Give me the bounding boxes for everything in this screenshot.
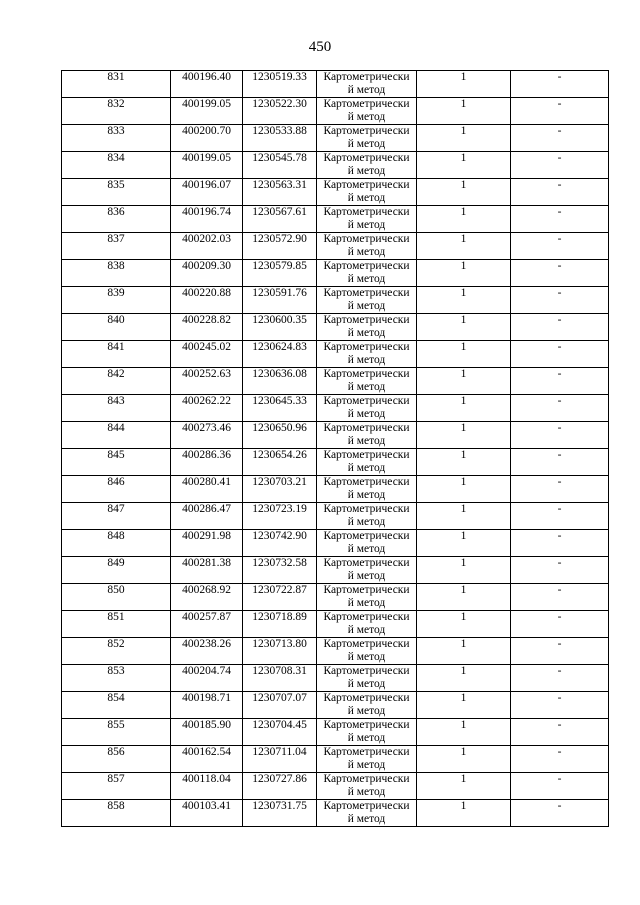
note-cell: - — [511, 719, 609, 746]
method-cell — [317, 665, 417, 692]
note-cell: - — [511, 476, 609, 503]
method-line-2: й метод — [347, 165, 386, 177]
table-row — [62, 233, 609, 260]
method-line-2: й метод — [347, 435, 386, 447]
point-number-cell: 837 — [62, 233, 171, 260]
point-number-cell: 856 — [62, 746, 171, 773]
accuracy-cell: 1 — [417, 71, 511, 98]
x-coordinate-cell: 400286.47 — [171, 503, 243, 530]
accuracy-cell: 1 — [417, 665, 511, 692]
y-coordinate-cell: 1230707.07 — [243, 692, 317, 719]
y-coordinate-cell: 1230718.89 — [243, 611, 317, 638]
method-line-2: й метод — [347, 651, 386, 663]
method-cell — [317, 557, 417, 584]
x-coordinate-cell: 400268.92 — [171, 584, 243, 611]
point-number-cell: 855 — [62, 719, 171, 746]
method-line-1: Картометрически — [323, 584, 410, 596]
method-line-1: Картометрически — [323, 503, 410, 515]
table-row — [62, 503, 609, 530]
method-line-1: Картометрически — [323, 395, 410, 407]
note-cell: - — [511, 584, 609, 611]
x-coordinate-cell: 400198.71 — [171, 692, 243, 719]
method-line-2: й метод — [347, 273, 386, 285]
point-number-cell: 850 — [62, 584, 171, 611]
table-row — [62, 260, 609, 287]
method-cell — [317, 287, 417, 314]
method-line-2: й метод — [347, 489, 386, 501]
point-number-cell: 858 — [62, 800, 171, 827]
method-line-1: Картометрически — [323, 179, 410, 191]
method-line-2: й метод — [347, 84, 386, 96]
x-coordinate-cell: 400209.30 — [171, 260, 243, 287]
method-line-2: й метод — [347, 624, 386, 636]
table-row — [62, 341, 609, 368]
y-coordinate-cell: 1230711.04 — [243, 746, 317, 773]
method-cell — [317, 422, 417, 449]
point-number-cell: 834 — [62, 152, 171, 179]
method-line-1: Картометрически — [323, 449, 410, 461]
method-line-2: й метод — [347, 408, 386, 420]
table-row — [62, 773, 609, 800]
method-cell — [317, 530, 417, 557]
y-coordinate-cell: 1230600.35 — [243, 314, 317, 341]
point-number-cell: 848 — [62, 530, 171, 557]
table-row — [62, 422, 609, 449]
point-number-cell: 838 — [62, 260, 171, 287]
method-cell — [317, 476, 417, 503]
x-coordinate-cell: 400252.63 — [171, 368, 243, 395]
table-row — [62, 206, 609, 233]
table-row — [62, 719, 609, 746]
y-coordinate-cell: 1230545.78 — [243, 152, 317, 179]
table-row — [62, 98, 609, 125]
accuracy-cell: 1 — [417, 368, 511, 395]
method-cell — [317, 260, 417, 287]
x-coordinate-cell: 400286.36 — [171, 449, 243, 476]
method-line-2: й метод — [347, 327, 386, 339]
method-line-2: й метод — [347, 516, 386, 528]
method-line-2: й метод — [347, 786, 386, 798]
x-coordinate-cell: 400228.82 — [171, 314, 243, 341]
method-cell — [317, 98, 417, 125]
page-number: 450 — [308, 39, 332, 55]
table-row — [62, 71, 609, 98]
coordinates-table — [61, 70, 609, 827]
method-line-1: Картометрически — [323, 557, 410, 569]
point-number-cell: 842 — [62, 368, 171, 395]
point-number-cell: 846 — [62, 476, 171, 503]
accuracy-cell: 1 — [417, 125, 511, 152]
y-coordinate-cell: 1230519.33 — [243, 71, 317, 98]
method-line-1: Картометрически — [323, 152, 410, 164]
method-cell — [317, 125, 417, 152]
point-number-cell: 843 — [62, 395, 171, 422]
note-cell: - — [511, 152, 609, 179]
note-cell: - — [511, 314, 609, 341]
accuracy-cell: 1 — [417, 314, 511, 341]
point-number-cell: 853 — [62, 665, 171, 692]
method-line-1: Картометрически — [323, 341, 410, 353]
y-coordinate-cell: 1230713.80 — [243, 638, 317, 665]
table-row — [62, 746, 609, 773]
table-row — [62, 530, 609, 557]
method-line-2: й метод — [347, 192, 386, 204]
point-number-cell: 831 — [62, 71, 171, 98]
note-cell: - — [511, 98, 609, 125]
x-coordinate-cell: 400162.54 — [171, 746, 243, 773]
accuracy-cell: 1 — [417, 584, 511, 611]
method-line-2: й метод — [347, 219, 386, 231]
x-coordinate-cell: 400199.05 — [171, 152, 243, 179]
method-line-1: Картометрически — [323, 530, 410, 542]
accuracy-cell: 1 — [417, 152, 511, 179]
x-coordinate-cell: 400196.74 — [171, 206, 243, 233]
method-line-2: й метод — [347, 462, 386, 474]
note-cell: - — [511, 692, 609, 719]
accuracy-cell: 1 — [417, 746, 511, 773]
y-coordinate-cell: 1230731.75 — [243, 800, 317, 827]
y-coordinate-cell: 1230572.90 — [243, 233, 317, 260]
method-cell — [317, 773, 417, 800]
accuracy-cell: 1 — [417, 395, 511, 422]
method-cell — [317, 71, 417, 98]
point-number-cell: 840 — [62, 314, 171, 341]
x-coordinate-cell: 400291.98 — [171, 530, 243, 557]
x-coordinate-cell: 400280.41 — [171, 476, 243, 503]
note-cell: - — [511, 611, 609, 638]
table-row — [62, 692, 609, 719]
y-coordinate-cell: 1230533.88 — [243, 125, 317, 152]
y-coordinate-cell: 1230624.83 — [243, 341, 317, 368]
method-line-2: й метод — [347, 354, 386, 366]
y-coordinate-cell: 1230723.19 — [243, 503, 317, 530]
method-line-2: й метод — [347, 597, 386, 609]
method-line-1: Картометрически — [323, 611, 410, 623]
x-coordinate-cell: 400185.90 — [171, 719, 243, 746]
y-coordinate-cell: 1230636.08 — [243, 368, 317, 395]
y-coordinate-cell: 1230703.21 — [243, 476, 317, 503]
method-cell — [317, 314, 417, 341]
method-cell — [317, 179, 417, 206]
y-coordinate-cell: 1230563.31 — [243, 179, 317, 206]
method-line-2: й метод — [347, 300, 386, 312]
table-row — [62, 395, 609, 422]
note-cell: - — [511, 800, 609, 827]
point-number-cell: 841 — [62, 341, 171, 368]
accuracy-cell: 1 — [417, 179, 511, 206]
method-line-2: й метод — [347, 570, 386, 582]
method-line-1: Картометрически — [323, 260, 410, 272]
method-cell — [317, 746, 417, 773]
note-cell: - — [511, 638, 609, 665]
x-coordinate-cell: 400200.70 — [171, 125, 243, 152]
method-line-1: Картометрически — [323, 368, 410, 380]
method-line-2: й метод — [347, 543, 386, 555]
method-line-2: й метод — [347, 111, 386, 123]
method-line-1: Картометрически — [323, 206, 410, 218]
accuracy-cell: 1 — [417, 98, 511, 125]
x-coordinate-cell: 400202.03 — [171, 233, 243, 260]
accuracy-cell: 1 — [417, 800, 511, 827]
accuracy-cell: 1 — [417, 530, 511, 557]
table-row — [62, 152, 609, 179]
method-line-1: Картометрически — [323, 422, 410, 434]
x-coordinate-cell: 400103.41 — [171, 800, 243, 827]
note-cell: - — [511, 773, 609, 800]
accuracy-cell: 1 — [417, 611, 511, 638]
point-number-cell: 854 — [62, 692, 171, 719]
accuracy-cell: 1 — [417, 341, 511, 368]
x-coordinate-cell: 400257.87 — [171, 611, 243, 638]
table-row — [62, 638, 609, 665]
x-coordinate-cell: 400220.88 — [171, 287, 243, 314]
method-cell — [317, 719, 417, 746]
table-row — [62, 800, 609, 827]
method-cell — [317, 152, 417, 179]
point-number-cell: 857 — [62, 773, 171, 800]
method-line-1: Картометрически — [323, 98, 410, 110]
table-row — [62, 449, 609, 476]
x-coordinate-cell: 400118.04 — [171, 773, 243, 800]
table-row — [62, 557, 609, 584]
method-cell — [317, 233, 417, 260]
point-number-cell: 836 — [62, 206, 171, 233]
method-cell — [317, 800, 417, 827]
table-row — [62, 125, 609, 152]
table-row — [62, 611, 609, 638]
y-coordinate-cell: 1230645.33 — [243, 395, 317, 422]
method-line-1: Картометрически — [323, 125, 410, 137]
note-cell: - — [511, 746, 609, 773]
table-row — [62, 368, 609, 395]
point-number-cell: 833 — [62, 125, 171, 152]
y-coordinate-cell: 1230654.26 — [243, 449, 317, 476]
method-line-2: й метод — [347, 732, 386, 744]
note-cell: - — [511, 395, 609, 422]
method-line-1: Картометрически — [323, 233, 410, 245]
method-line-2: й метод — [347, 759, 386, 771]
accuracy-cell: 1 — [417, 449, 511, 476]
accuracy-cell: 1 — [417, 557, 511, 584]
x-coordinate-cell: 400204.74 — [171, 665, 243, 692]
method-line-1: Картометрически — [323, 773, 410, 785]
table-row — [62, 314, 609, 341]
method-line-1: Картометрически — [323, 692, 410, 704]
method-line-2: й метод — [347, 813, 386, 825]
x-coordinate-cell: 400196.40 — [171, 71, 243, 98]
point-number-cell: 851 — [62, 611, 171, 638]
y-coordinate-cell: 1230567.61 — [243, 206, 317, 233]
x-coordinate-cell: 400273.46 — [171, 422, 243, 449]
accuracy-cell: 1 — [417, 260, 511, 287]
note-cell: - — [511, 179, 609, 206]
x-coordinate-cell: 400281.38 — [171, 557, 243, 584]
point-number-cell: 845 — [62, 449, 171, 476]
note-cell: - — [511, 71, 609, 98]
accuracy-cell: 1 — [417, 476, 511, 503]
y-coordinate-cell: 1230708.31 — [243, 665, 317, 692]
x-coordinate-cell: 400199.05 — [171, 98, 243, 125]
accuracy-cell: 1 — [417, 638, 511, 665]
accuracy-cell: 1 — [417, 503, 511, 530]
point-number-cell: 844 — [62, 422, 171, 449]
note-cell: - — [511, 260, 609, 287]
note-cell: - — [511, 503, 609, 530]
note-cell: - — [511, 125, 609, 152]
note-cell: - — [511, 287, 609, 314]
method-line-2: й метод — [347, 705, 386, 717]
method-cell — [317, 584, 417, 611]
note-cell: - — [511, 422, 609, 449]
y-coordinate-cell: 1230522.30 — [243, 98, 317, 125]
note-cell: - — [511, 557, 609, 584]
table-row — [62, 476, 609, 503]
method-line-1: Картометрически — [323, 800, 410, 812]
y-coordinate-cell: 1230722.87 — [243, 584, 317, 611]
method-cell — [317, 638, 417, 665]
table-body — [62, 71, 609, 827]
method-line-2: й метод — [347, 138, 386, 150]
table-row — [62, 584, 609, 611]
method-line-2: й метод — [347, 246, 386, 258]
note-cell: - — [511, 530, 609, 557]
y-coordinate-cell: 1230591.76 — [243, 287, 317, 314]
method-cell — [317, 611, 417, 638]
method-line-1: Картометрически — [323, 719, 410, 731]
note-cell: - — [511, 206, 609, 233]
y-coordinate-cell: 1230704.45 — [243, 719, 317, 746]
note-cell: - — [511, 368, 609, 395]
note-cell: - — [511, 449, 609, 476]
table-row — [62, 179, 609, 206]
point-number-cell: 835 — [62, 179, 171, 206]
point-number-cell: 852 — [62, 638, 171, 665]
y-coordinate-cell: 1230742.90 — [243, 530, 317, 557]
method-cell — [317, 503, 417, 530]
accuracy-cell: 1 — [417, 422, 511, 449]
method-cell — [317, 692, 417, 719]
x-coordinate-cell: 400196.07 — [171, 179, 243, 206]
accuracy-cell: 1 — [417, 233, 511, 260]
y-coordinate-cell: 1230727.86 — [243, 773, 317, 800]
method-cell — [317, 395, 417, 422]
method-line-1: Картометрически — [323, 71, 410, 83]
method-cell — [317, 341, 417, 368]
x-coordinate-cell: 400262.22 — [171, 395, 243, 422]
accuracy-cell: 1 — [417, 773, 511, 800]
accuracy-cell: 1 — [417, 206, 511, 233]
method-cell — [317, 449, 417, 476]
method-line-2: й метод — [347, 678, 386, 690]
accuracy-cell: 1 — [417, 287, 511, 314]
table-row — [62, 287, 609, 314]
point-number-cell: 849 — [62, 557, 171, 584]
point-number-cell: 832 — [62, 98, 171, 125]
x-coordinate-cell: 400245.02 — [171, 341, 243, 368]
y-coordinate-cell: 1230650.96 — [243, 422, 317, 449]
method-line-1: Картометрически — [323, 638, 410, 650]
table-row — [62, 665, 609, 692]
method-line-1: Картометрически — [323, 287, 410, 299]
point-number-cell: 839 — [62, 287, 171, 314]
accuracy-cell: 1 — [417, 719, 511, 746]
accuracy-cell: 1 — [417, 692, 511, 719]
method-cell — [317, 368, 417, 395]
point-number-cell: 847 — [62, 503, 171, 530]
y-coordinate-cell: 1230732.58 — [243, 557, 317, 584]
y-coordinate-cell: 1230579.85 — [243, 260, 317, 287]
method-line-2: й метод — [347, 381, 386, 393]
note-cell: - — [511, 233, 609, 260]
x-coordinate-cell: 400238.26 — [171, 638, 243, 665]
method-line-1: Картометрически — [323, 746, 410, 758]
note-cell: - — [511, 341, 609, 368]
method-line-1: Картометрически — [323, 665, 410, 677]
note-cell: - — [511, 665, 609, 692]
method-line-1: Картометрически — [323, 476, 410, 488]
method-cell — [317, 206, 417, 233]
method-line-1: Картометрически — [323, 314, 410, 326]
